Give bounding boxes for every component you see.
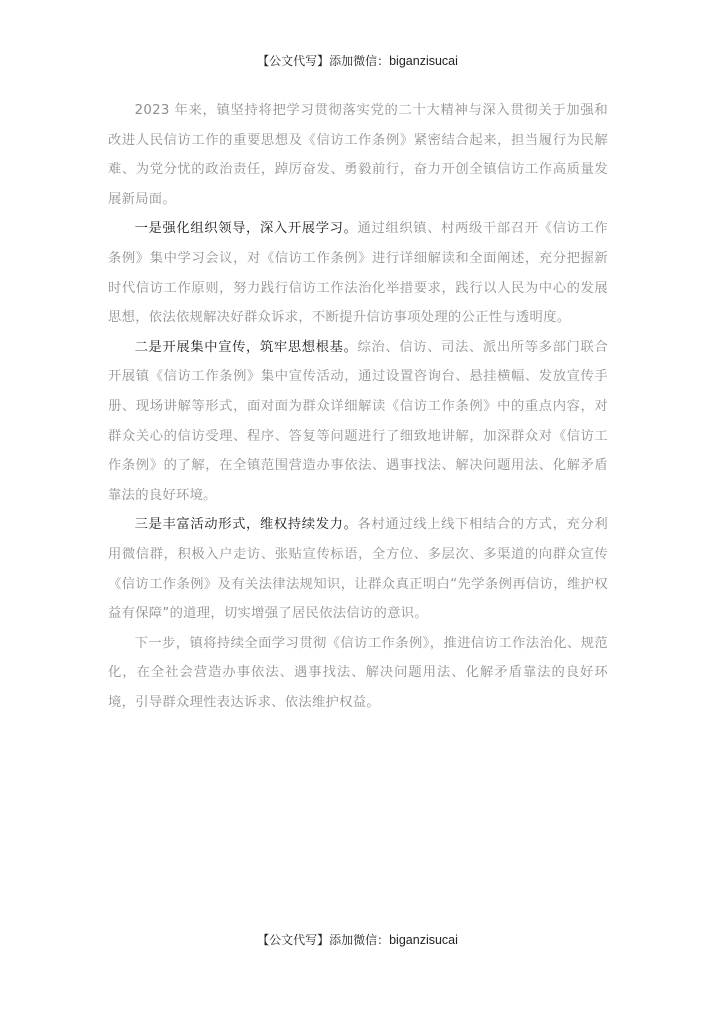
footer-prefix: 【公文代写】添加微信： <box>257 933 390 947</box>
paragraph-next-step <box>108 629 608 718</box>
paragraph-point-one <box>108 214 608 332</box>
paragraph-text: 2023 年来，镇坚持将把学习贯彻落实党的二十大精神与深入贯彻关于加强和改进人民信访工作的重要思想及《信访工作条例》紧密结合起来，担当履行为民解难、为党分忧的政治责任，踔厉奋发、勇毅前行，奋力开创全镇信访工作高质量发展新局面。 <box>108 103 608 207</box>
document-body <box>108 96 608 717</box>
paragraph-lead: 一是强化组织领导，深入开展学习。 <box>134 221 358 237</box>
header-prefix: 【公文代写】添加微信： <box>257 54 390 68</box>
paragraph-lead: 三是丰富活动形式，维权持续发力。 <box>134 517 358 533</box>
page-footer <box>0 932 715 948</box>
paragraph-lead: 二是开展集中宣传，筑牢思想根基。 <box>134 339 358 355</box>
paragraph-text: 下一步，镇将持续全面学习贯彻《信访工作条例》，推进信访工作法治化、规范化，在全社会营造办事依法、遇事找法、解决问题用法、化解矛盾靠法的良好环境，引导群众理性表达诉求、依法维护权益。 <box>108 635 608 710</box>
paragraph-point-two <box>108 333 608 511</box>
page-header <box>0 53 715 69</box>
paragraph-text: 通过组织镇、村两级干部召开《信访工作条例》集中学习会议，对《信访工作条例》进行详细解读和全面阐述，充分把握新时代信访工作原则，努力践行信访工作法治化举措要求，践行以人民为中心的发展思想，依法依规解决好群众诉求，不断提升信访事项处理的公正性与透明度。 <box>108 221 608 326</box>
footer-wechat-id: biganzisucai <box>389 933 458 947</box>
paragraph-text: 综治、信访、司法、派出所等多部门联合开展镇《信访工作条例》集中宣传活动，通过设置咨询台、悬挂横幅、发放宣传手册、现场讲解等形式，面对面为群众详细解读《信访工作条例》中的重点内容，对群众关心的信访受理、程序、答复等问题进行了细致地讲解，加深群众对《信访工作条例》的了解，在全镇范围营造办事依法、遇事找法、解决问题用法、化解矛盾靠法的良好环境。 <box>108 339 608 503</box>
header-wechat-id: biganzisucai <box>389 54 458 68</box>
paragraph-point-three <box>108 510 608 628</box>
paragraph-intro <box>108 96 608 214</box>
paragraph-text: 各村通过线上线下相结合的方式，充分利用微信群，积极入户走访、张贴宣传标语，全方位、多层次、多渠道的向群众宣传《信访工作条例》及有关法律法规知识，让群众真正明白“先学条例再信访，维护权益有保障”的道理，切实增强了居民依法信访的意识。 <box>108 517 608 622</box>
